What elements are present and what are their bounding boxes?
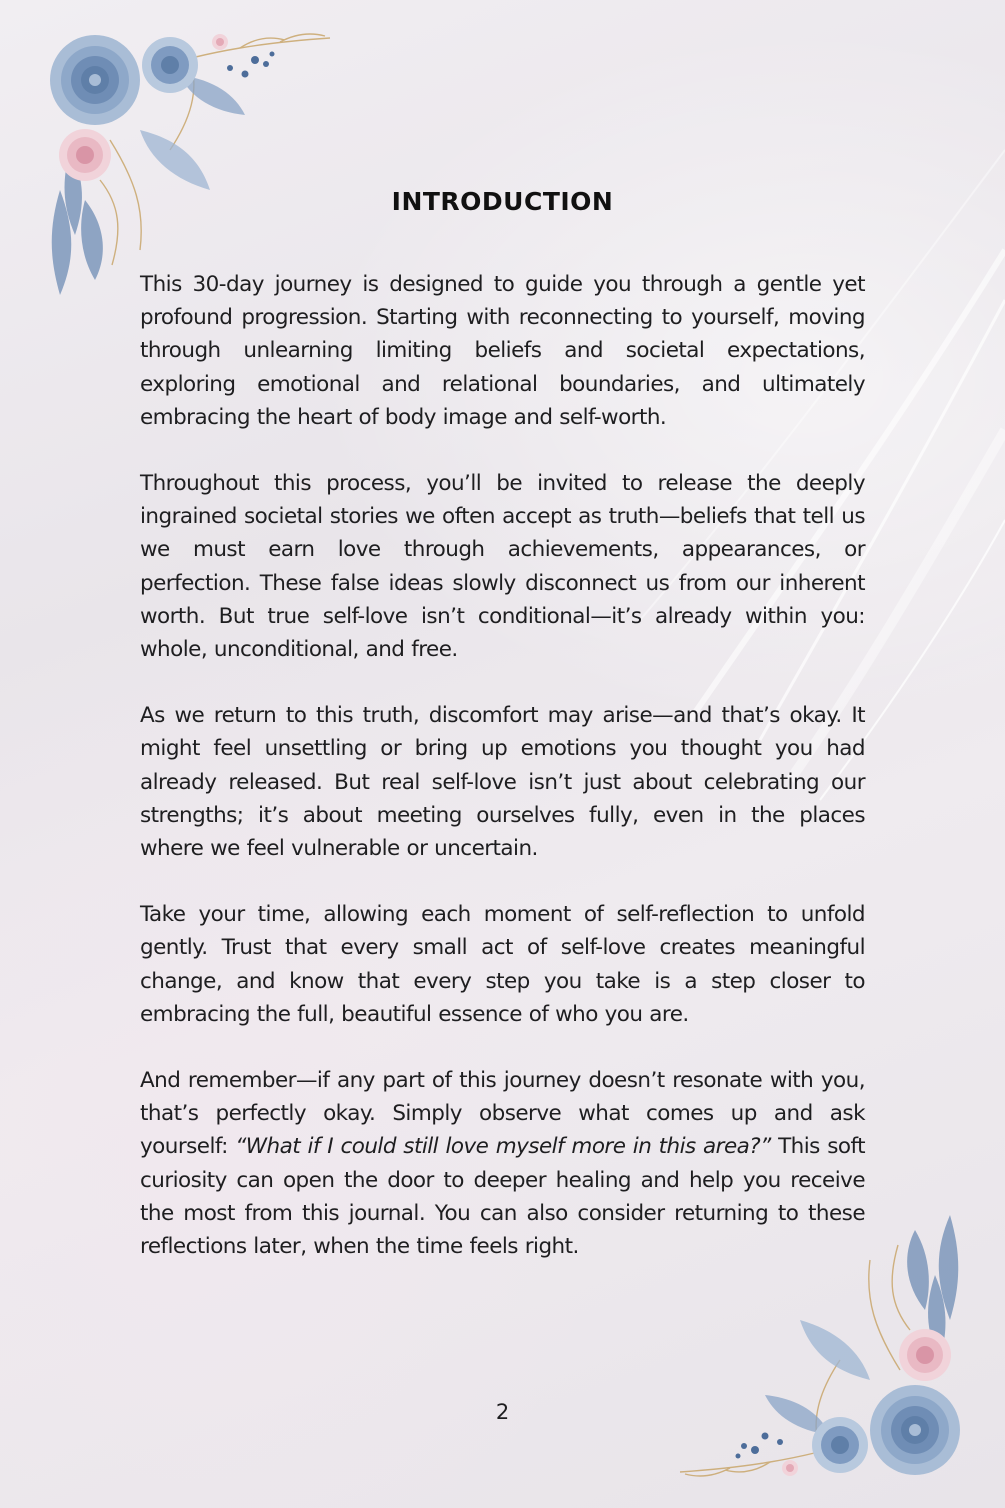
body-text	[140, 268, 865, 1296]
paragraph-5-before: And remember—if any part of this journey doesn’t resonate with you, that’s perfectly okay. Simply observe what comes up and ask yourself:	[140, 1068, 865, 1160]
paragraph-2: Throughout this process, you’ll be invited to release the deeply ingrained societal stories we often accept as truth—beliefs that tell us we must earn love through achievements, appearances, or perfection. These false ideas slowly disconnect us from our inherent worth. But true self-love isn’t conditional—it’s already within you: whole, unconditional, and free.	[140, 471, 865, 663]
page-title: INTRODUCTION	[391, 186, 614, 216]
paragraph-1: This 30-day journey is designed to guide you through a gentle yet profound progression. Starting with reconnecting to yourself, moving through unlearning limiting beliefs and societal expectations, exploring emotional and relational boundaries, and ultimately embracing the heart of body image and self-worth.	[140, 272, 865, 430]
page-number: 2	[495, 1400, 510, 1424]
paragraph-5-after: This soft curiosity can open the door to deeper healing and help you receive the most from this journal. You can also consider returning to these reflections later, when the time feels right.	[140, 1134, 865, 1260]
paragraph-3: As we return to this truth, discomfort may arise—and that’s okay. It might feel unsettling or bring up emotions you thought you had already released. But real self-love isn’t just about celebrating our strengths; it’s about meeting ourselves fully, even in the places where we feel vulnerable or uncertain.	[140, 703, 865, 862]
paragraph-5	[140, 1064, 865, 1263]
paragraph-4: Take your time, allowing each moment of self-reflection to unfold gently. Trust that every small act of self-love creates meaningful change, and know that every step you take is a step closer to embracing the full, beautiful essence of who you are.	[140, 902, 865, 1027]
italic-question: “What if I could still love myself more in this area?”	[235, 1134, 771, 1160]
